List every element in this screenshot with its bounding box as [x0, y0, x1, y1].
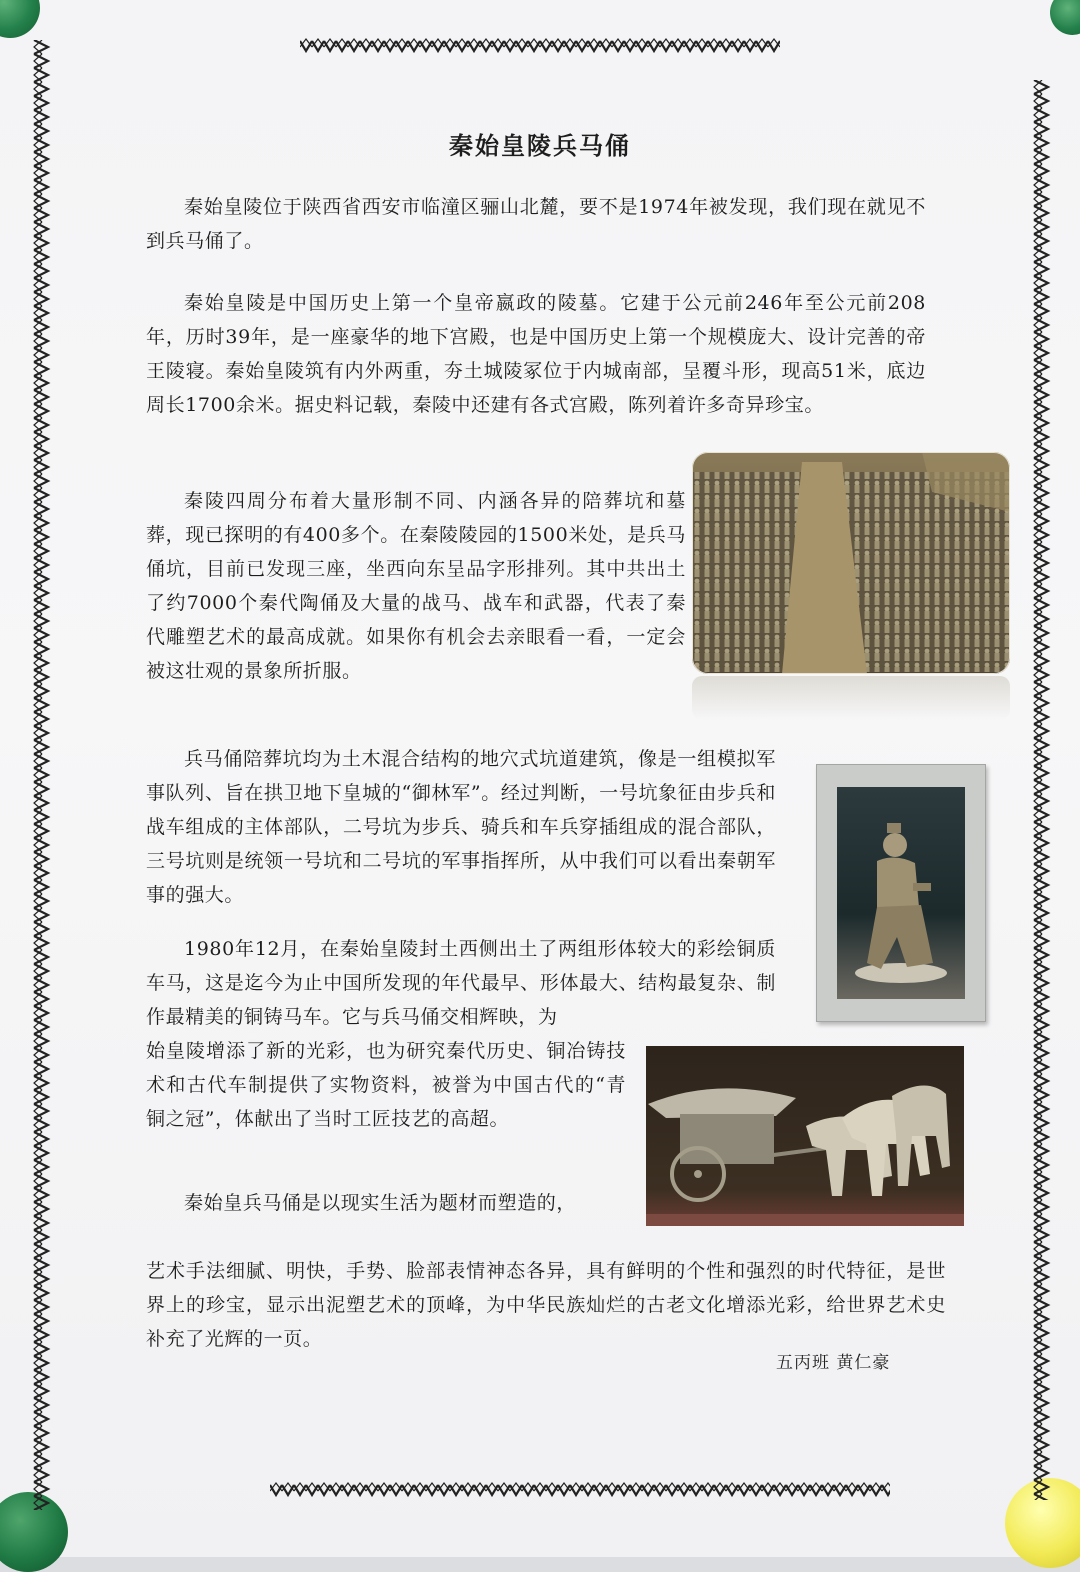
paragraph-art-continued: 艺术手法细腻、明快，手势、脸部表情神态各异，具有鲜明的个性和强烈的时代特征，是世界上的珍宝，显示出泥塑艺术的顶峰，为中华民族灿烂的古老文化增添光彩，给世界艺术史补充了光辉的一页。 — [146, 1260, 946, 1350]
paragraph-chariot: 1980年12月，在秦始皇陵封土西侧出土了两组形体较大的彩绘铜质车马，这是迄今为止中国所发现的年代最早、形体最大、结构最复杂、制作最精美的铜铸马车。它与兵马俑交相辉映，为 — [146, 938, 776, 1028]
paragraph-intro: 秦始皇陵位于陕西省西安市临潼区骊山北麓，要不是1974年被发现，我们现在就见不到兵马俑了。 — [146, 196, 926, 252]
paragraph-structure: 兵马俑陪葬坑均为土木混合结构的地穴式坑道建筑，像是一组模拟军事队列、旨在拱卫地下皇城的“御林军”。经过判断，一号坑象征由步兵和战车组成的主体部队，二号坑为步兵、骑兵和车兵穿插组成的混合部队，三号坑则是统领一号坑和二号坑的军事指挥所，从中我们可以看出秦朝军事的强大。 — [146, 748, 776, 906]
paragraph-mausoleum: 秦始皇陵是中国历史上第一个皇帝嬴政的陵墓。它建于公元前246年至公元前208年，历时39年，是一座豪华的地下宫殿，也是中国历史上第一个规模庞大、设计完善的帝王陵寝。秦始皇陵筑有内外两重，夯土城陵冢位于内城南部，呈覆斗形，现高51米，底边周长1700余米。据史料记载，秦陵中还建有各式宫殿，陈列着许多奇异珍宝。 — [146, 292, 926, 416]
paragraph-pits: 秦陵四周分布着大量形制不同、内涵各异的陪葬坑和墓葬，现已探明的有400多个。在秦陵陵园的1500米处，是兵马俑坑，目前已发现三座，坐西向东呈品字形排列。其中共出土了约7000个秦代陶俑及大量的战马、战车和武器，代表了秦代雕塑艺术的最高成就。如果你有机会去亲眼看一看，一定会被这壮观的景象所折服。 — [146, 490, 686, 682]
terracotta-army-pit-photo — [692, 452, 1010, 674]
zigzag-border-top — [300, 38, 780, 54]
kneeling-archer-photo — [816, 764, 986, 1022]
author-signature: 五丙班 黄仁豪 — [776, 1353, 891, 1373]
push-pin-icon — [0, 0, 40, 38]
zigzag-border-right — [1030, 80, 1052, 1500]
paragraph-chariot-continued: 始皇陵增添了新的光彩，也为研究秦代历史、铜冶铸技术和古代车制提供了实物资料，被誉为中国古代的“青铜之冠”，体献出了当时工匠技艺的高超。 — [146, 1040, 626, 1130]
zigzag-border-left — [30, 40, 52, 1510]
photo-reflection — [692, 676, 1010, 720]
page-title: 秦始皇陵兵马俑 — [449, 131, 631, 160]
push-pin-icon — [1050, 0, 1080, 35]
paragraph-art: 秦始皇兵马俑是以现实生活为题材而塑造的， — [184, 1192, 577, 1214]
bronze-chariot-photo — [646, 1046, 964, 1226]
zigzag-border-bottom — [270, 1482, 890, 1498]
